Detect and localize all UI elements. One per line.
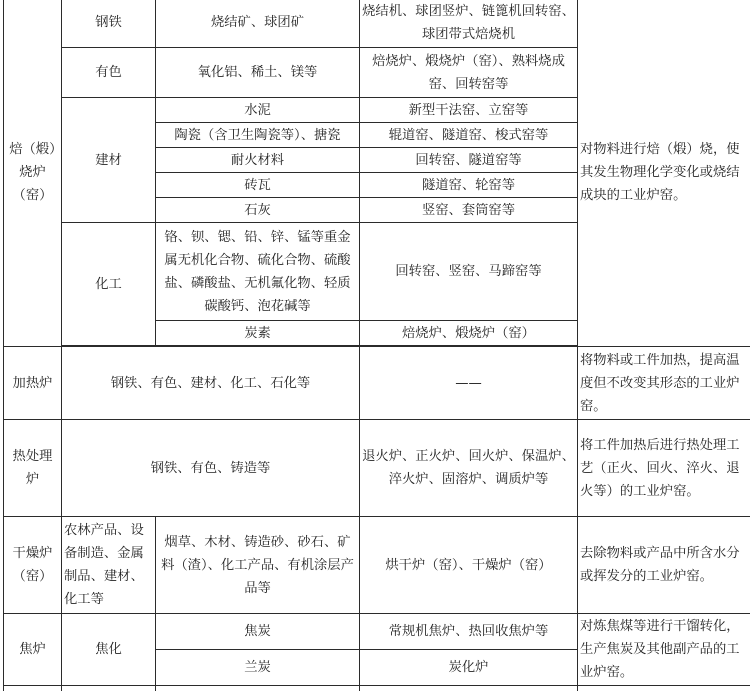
category-drying: 干燥炉（窑） [4, 517, 62, 614]
table-row-partial [4, 686, 751, 691]
category-heat-treatment: 热处理炉 [4, 420, 62, 517]
equipment-cell: 烧结机、球团竖炉、链篦机回转窑、球团带式焙烧机 [360, 0, 578, 48]
material-cell: 烧结矿、球团矿 [156, 0, 360, 48]
equipment-cell: 回转窑、竖窑、马蹄窑等 [360, 223, 578, 321]
description-heat-treatment: 将工件加热后进行热处理工艺（正火、回火、淬火、退火等）的工业炉窑。 [578, 420, 751, 517]
material-cell: 氧化铝、稀土、镁等 [156, 48, 360, 98]
equipment-cell: 退火炉、正火炉、回火炉、保温炉、淬火炉、固溶炉、调质炉等 [360, 420, 578, 517]
table-row [4, 517, 751, 614]
description-roasting: 对物料进行焙（煅）烧，使其发生物理化学变化或烧结成块的工业炉窑。 [578, 0, 751, 347]
equipment-cell: 焙烧炉、煅烧炉（窑）、熟料烧成窑、回转窑等 [360, 48, 578, 98]
category-heating: 加热炉 [4, 347, 62, 420]
industry-cell: 有色 [62, 48, 156, 98]
table-row [4, 0, 751, 48]
furnace-classification-table [3, 0, 750, 691]
industry-cell: 化工 [62, 223, 156, 346]
category-roasting: 焙（煅）烧炉（窑） [4, 0, 62, 347]
material-cell: 焦炭 [156, 614, 360, 650]
material-cell: 耐火材料 [156, 148, 360, 173]
table-row [4, 420, 751, 517]
equipment-cell: 焙烧炉、煅烧炉（窑） [360, 321, 578, 346]
equipment-cell: 炭化炉 [360, 650, 578, 686]
industry-cell: 农林产品、设备制造、金属制品、建材、化工等 [62, 517, 156, 614]
equipment-cell: 新型干法窑、立窑等 [360, 98, 578, 123]
material-cell: 铬、钡、锶、铅、锌、锰等重金属无机化合物、硫化合物、硫酸盐、磷酸盐、无机氟化物、轻质碳酸钙、泡花碱等 [156, 223, 360, 321]
material-cell: 兰炭 [156, 650, 360, 686]
material-cell: 陶瓷（含卫生陶瓷等）、搪瓷 [156, 123, 360, 148]
material-cell: 炭素 [156, 321, 360, 346]
table-row [4, 347, 751, 420]
equipment-cell: 烘干炉（窑）、干燥炉（窑） [360, 517, 578, 614]
industry-cell: 钢铁、有色、铸造等 [62, 420, 360, 517]
description-heating: 将物料或工件加热，提高温度但不改变其形态的工业炉窑。 [578, 347, 751, 420]
industry-cell: 焦化 [62, 614, 156, 686]
furnace-classification-container [3, 0, 750, 691]
material-cell: 砖瓦 [156, 173, 360, 198]
industry-cell: 钢铁 [62, 0, 156, 48]
material-cell: 石灰 [156, 198, 360, 223]
equipment-cell: 常规机焦炉、热回收焦炉等 [360, 614, 578, 650]
industry-cell: 建材 [62, 98, 156, 223]
equipment-cell: 竖窑、套筒窑等 [360, 198, 578, 223]
description-drying: 去除物料或产品中所含水分或挥发分的工业炉窑。 [578, 517, 751, 614]
equipment-cell: 隧道窑、轮窑等 [360, 173, 578, 198]
equipment-cell: 辊道窑、隧道窑、梭式窑等 [360, 123, 578, 148]
description-coking: 对炼焦煤等进行干馏转化，生产焦炭及其他副产品的工业炉窑。 [578, 614, 751, 686]
table-row [4, 614, 751, 650]
equipment-cell: 回转窑、隧道窑等 [360, 148, 578, 173]
material-cell: 烟草、木材、铸造砂、砂石、矿料（渣）、化工产品、有机涂层产品等 [156, 517, 360, 614]
industry-cell: 钢铁、有色、建材、化工、石化等 [62, 347, 360, 420]
category-coking: 焦炉 [4, 614, 62, 686]
material-cell: 水泥 [156, 98, 360, 123]
equipment-cell: —— [360, 347, 578, 420]
